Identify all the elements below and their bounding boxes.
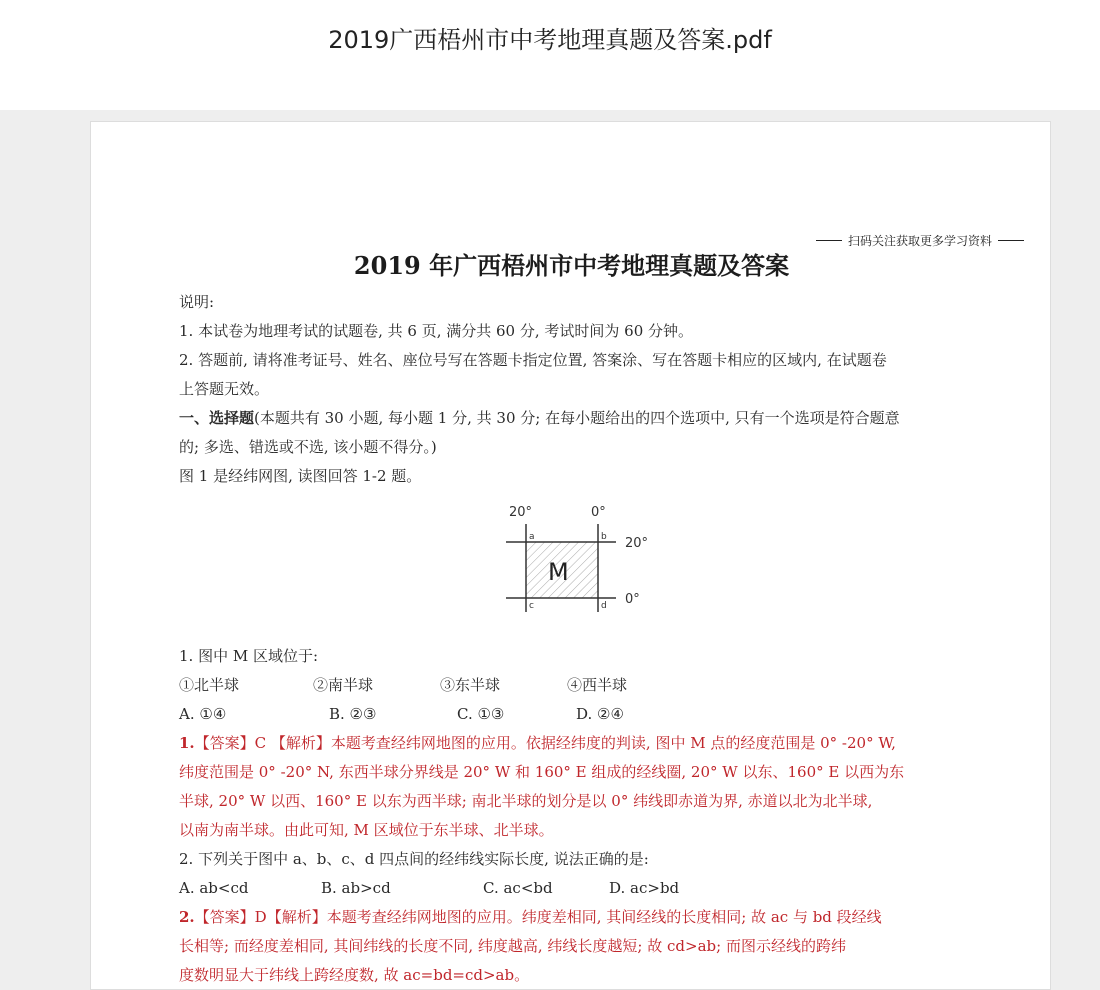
label-lon-20: 20° (509, 505, 533, 520)
q1-stem: 1. 图中 M 区域位于: (179, 647, 319, 665)
corner-a: a (529, 532, 535, 542)
q1-answer-num: 1. (179, 734, 195, 752)
q1-option-a: A. ①④ (179, 705, 227, 723)
q2-stem: 2. 下列关于图中 a、b、c、d 四点间的经纬线实际长度, 说法正确的是: (179, 850, 649, 868)
q1-answer-line-3: 半球, 20° W 以西、160° E 以东为西半球; 南北半球的划分是以 0° 纬线即赤道为界, 赤道以北为北半球, (179, 792, 873, 810)
corner-d: d (601, 601, 607, 611)
q1-option-d: D. ②④ (576, 705, 624, 723)
q1-item-2: ②南半球 (313, 676, 374, 694)
q1-item-3: ③东半球 (440, 676, 501, 694)
q2-option-d: D. ac>bd (609, 879, 680, 897)
q1-option-c: C. ①③ (457, 705, 505, 723)
q2-answer-text-1: 【答案】D【解析】本题考查经纬网地图的应用。纬度差相同, 其间经线的长度相同; 故 ac 与 bd 段经线 (194, 908, 882, 926)
pdf-page (90, 121, 1051, 990)
intro-note-1: 1. 本试卷为地理考试的试题卷, 共 6 页, 满分共 60 分, 考试时间为 60 分钟。 (179, 322, 694, 340)
section-line (179, 408, 900, 428)
intro-heading: 说明: (179, 293, 215, 311)
region-m-label: M (548, 558, 569, 586)
label-lon-0: 0° (591, 505, 606, 520)
figure-intro: 图 1 是经纬网图, 读图回答 1-2 题。 (179, 467, 422, 485)
banner-dash-left (816, 240, 842, 241)
intro-note-2: 2. 答题前, 请将准考证号、姓名、座位号写在答题卡指定位置, 答案涂、写在答题卡相应的区域内, 在试题卷 (179, 351, 887, 369)
banner-dash-right (998, 240, 1024, 241)
q2-answer-line-2: 长相等; 而经度差相同, 其间纬线的长度不同, 纬度越高, 纬线长度越短; 故 cd>ab; 而图示经线的跨纬 (179, 937, 846, 955)
q2-option-c: C. ac<bd (483, 879, 553, 897)
viewer-header (0, 0, 1100, 110)
banner-text: 扫码关注获取更多学习资料 (847, 234, 992, 248)
q2-answer-num: 2. (179, 908, 195, 926)
section-desc: (本题共有 30 小题, 每小题 1 分, 共 30 分; 在每小题给出的四个选项中, 只有一个选项是符合题意 (254, 409, 900, 427)
document-title: 2019广西梧州市中考地理真题及答案.pdf (328, 26, 772, 54)
q1-answer-text-1: 【答案】C 【解析】本题考查经纬网地图的应用。依据经纬度的判读, 图中 M 点的经度范围是 0° -20° W, (194, 734, 896, 752)
section-desc-cont: 的; 多选、错选或不选, 该小题不得分。) (179, 438, 437, 456)
lat-lon-figure (491, 502, 661, 632)
corner-c: c (529, 601, 534, 611)
section-heading: 一、选择题 (179, 409, 255, 427)
corner-b: b (601, 532, 607, 542)
label-lat-20: 20° (625, 536, 649, 551)
q1-option-b: B. ②③ (329, 705, 377, 723)
q2-option-b: B. ab>cd (321, 879, 391, 897)
intro-note-2-cont: 上答题无效。 (179, 380, 270, 398)
q2-answer-line-1 (179, 907, 882, 927)
label-lat-0: 0° (625, 592, 640, 607)
paper-title: 2019 年广西梧州市中考地理真题及答案 (353, 251, 790, 280)
q2-option-a: A. ab<cd (179, 879, 249, 897)
q1-item-4: ④西半球 (567, 676, 628, 694)
q1-answer-line-1 (179, 733, 896, 753)
q2-answer-line-3: 度数明显大于纬线上跨经度数, 故 ac=bd=cd>ab。 (179, 966, 530, 984)
q1-answer-line-2: 纬度范围是 0° -20° N, 东西半球分界线是 20° W 和 160° E 组成的经线圈, 20° W 以东、160° E 以西为东 (179, 763, 905, 781)
q1-answer-line-4: 以南为南半球。由此可知, M 区域位于东半球、北半球。 (179, 821, 554, 839)
q1-item-1: ①北半球 (179, 676, 240, 694)
